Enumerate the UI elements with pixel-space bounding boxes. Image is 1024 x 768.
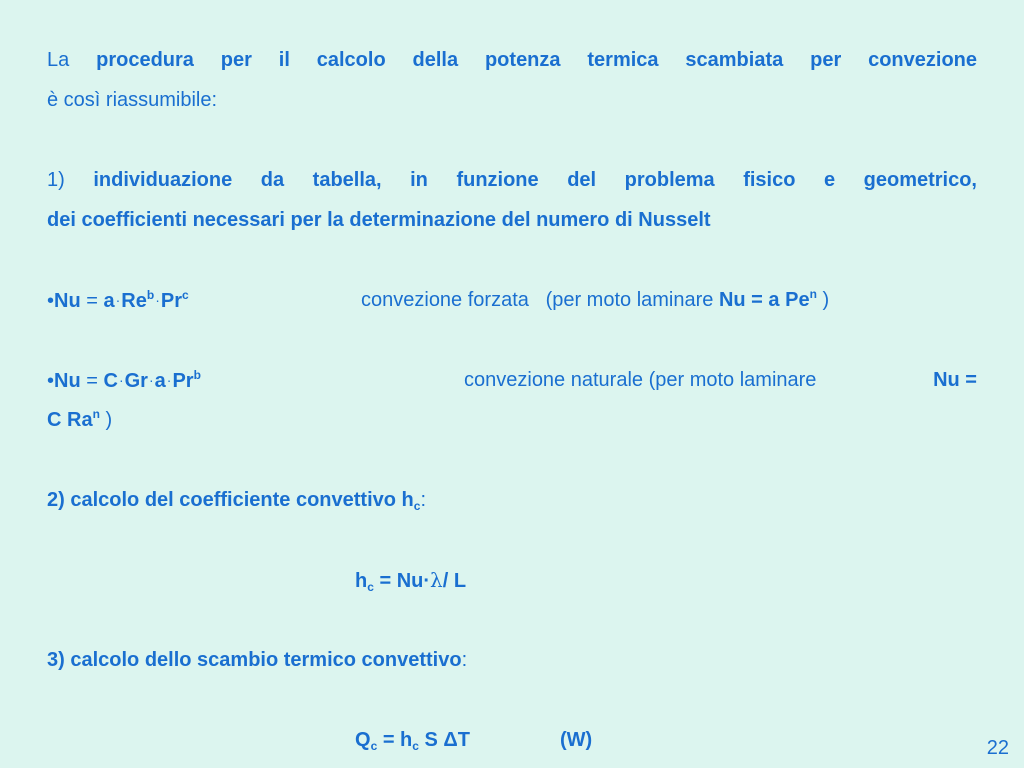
step3-line (47, 648, 977, 672)
qc-eq-h: = h (382, 729, 413, 751)
step3-title: 3) calcolo dello scambio termico convettivo (47, 649, 462, 671)
intro-line-2: è così riassumibile: (47, 89, 218, 111)
forced-bullet: • (47, 290, 55, 312)
step1-rest: , in funzione del problema fisico e geometrico, (376, 169, 977, 191)
forced-description (361, 288, 829, 312)
formula-qc (355, 728, 470, 752)
qc-unit: (W) (560, 729, 593, 751)
natural-nu: Nu (54, 370, 81, 392)
forced-laminar-exp: n (809, 287, 817, 301)
forced-a: a (103, 290, 115, 312)
natural-c: C (103, 370, 118, 392)
hc-tail: / L (442, 570, 467, 592)
forced-re: Re (121, 290, 147, 312)
natural-laminar-a: Nu = (933, 369, 977, 391)
natural-line-2 (47, 408, 977, 432)
formula-qc-unit (560, 728, 592, 752)
step2-colon: : (420, 489, 427, 511)
intro-line-1 (47, 48, 977, 72)
natural-dot-1: · (118, 372, 124, 388)
qc-tail: S ΔT (424, 729, 471, 751)
hc-lambda: λ (430, 568, 443, 592)
qc-q-sub: c (370, 739, 378, 753)
forced-paren-close: ) (822, 289, 830, 311)
forced-pr: Pr (160, 290, 183, 312)
natural-a: a (154, 370, 166, 392)
natural-dot-3: · (166, 372, 172, 388)
step2-line (47, 488, 977, 512)
step2-sub: c (413, 499, 421, 513)
qc-h-sub: c (412, 739, 419, 753)
natural-pr-exp: b (193, 368, 201, 382)
forced-pr-exp: c (182, 288, 189, 302)
natural-eq: = (86, 370, 98, 392)
hc-sub: c (367, 580, 374, 594)
hc-h: h (355, 570, 368, 592)
intro-bold: procedura per il calcolo della potenza termica scambiata per convezione (96, 49, 978, 71)
natural-formula (47, 368, 201, 393)
natural-bullet: • (47, 370, 55, 392)
natural-pr: Pr (172, 370, 194, 392)
forced-dot-2: · (155, 292, 160, 308)
forced-eq: = (86, 290, 98, 312)
step1-number: 1) (47, 169, 65, 191)
natural-paren-close: ) (105, 409, 113, 431)
forced-desc: convezione forzata (361, 289, 529, 311)
natural-desc: convezione naturale (per moto laminare (464, 369, 817, 391)
step1-line-1 (47, 168, 977, 192)
natural-description (464, 368, 977, 392)
step3-colon: : (461, 649, 468, 671)
natural-laminar-exp: n (92, 407, 100, 421)
forced-nu: Nu (54, 290, 81, 312)
forced-paren-open: (per moto laminare (545, 289, 714, 311)
forced-dot-1: · (115, 292, 121, 308)
natural-dot-2: · (148, 372, 154, 388)
step1-bold: individuazione da tabella (93, 169, 377, 191)
intro-la: La (47, 49, 70, 71)
step1-line2-text: dei coefficienti necessari per la determinazione del numero di Nusselt (47, 209, 711, 231)
page-number: 22 (986, 737, 1009, 759)
forced-formula (47, 288, 189, 313)
step1-line-2 (47, 208, 977, 232)
qc-q: Q (355, 729, 371, 751)
formula-hc (355, 568, 466, 593)
forced-re-exp: b (146, 288, 155, 302)
natural-laminar-b: C Ra (47, 409, 93, 431)
forced-laminar: Nu = a Pe (718, 289, 810, 311)
natural-gr: Gr (124, 370, 148, 392)
hc-rest: = Nu· (379, 570, 431, 592)
step2-title: 2) calcolo del coefficiente convettivo h (47, 489, 414, 511)
